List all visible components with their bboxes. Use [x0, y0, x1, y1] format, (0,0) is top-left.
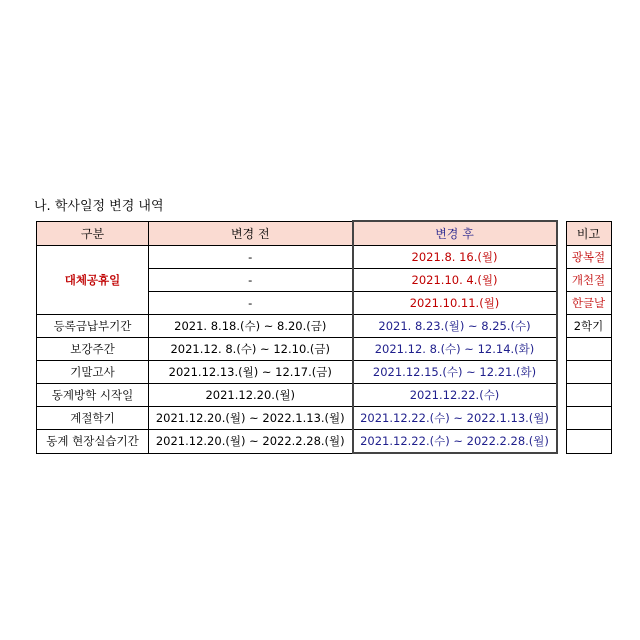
table-row — [37, 246, 612, 269]
cell-note: 개천절 — [566, 269, 611, 292]
table-row — [37, 361, 612, 384]
section-heading: 나. 학사일정 변경 내역 — [34, 199, 164, 214]
cell-after: 2021.8. 16.(월) — [353, 246, 557, 269]
cell-after: 2021.12.22.(수) ~ 2022.2.28.(월) — [353, 430, 557, 454]
category-tuition-payment: 등록금납부기간 — [37, 315, 149, 338]
category-makeup-week: 보강주간 — [37, 338, 149, 361]
category-seasonal-semester: 계절학기 — [37, 407, 149, 430]
cell-after: 2021.12.15.(수) ~ 12.21.(화) — [353, 361, 557, 384]
header-before: 변경 전 — [149, 221, 353, 246]
cell-after: 2021.12.22.(수) — [353, 384, 557, 407]
cell-after: 2021.10. 4.(월) — [353, 269, 557, 292]
header-note: 비고 — [566, 221, 611, 246]
cell-note: 광복절 — [566, 246, 611, 269]
cell-note — [566, 384, 611, 407]
cell-note — [566, 338, 611, 361]
cell-before: 2021. 8.18.(수) ~ 8.20.(금) — [149, 315, 353, 338]
cell-after: 2021.12. 8.(수) ~ 12.14.(화) — [353, 338, 557, 361]
table-row — [37, 338, 612, 361]
header-category: 구분 — [37, 221, 149, 246]
cell-note — [566, 407, 611, 430]
cell-before: 2021.12.20.(월) — [149, 384, 353, 407]
cell-before: 2021.12. 8.(수) ~ 12.10.(금) — [149, 338, 353, 361]
table-header-row — [37, 221, 612, 246]
cell-note — [566, 430, 611, 454]
cell-after: 2021.12.22.(수) ~ 2022.1.13.(월) — [353, 407, 557, 430]
cell-before: 2021.12.20.(월) ~ 2022.2.28.(월) — [149, 430, 353, 454]
category-winter-internship: 동계 현장실습기간 — [37, 430, 149, 454]
cell-before: - — [149, 246, 353, 269]
cell-after: 2021.10.11.(월) — [353, 292, 557, 315]
category-final-exam: 기말고사 — [37, 361, 149, 384]
cell-note: 2학기 — [566, 315, 611, 338]
cell-before: - — [149, 269, 353, 292]
schedule-change-table — [36, 220, 612, 454]
cell-before: 2021.12.13.(월) ~ 12.17.(금) — [149, 361, 353, 384]
cell-note: 한글날 — [566, 292, 611, 315]
cell-after: 2021. 8.23.(월) ~ 8.25.(수) — [353, 315, 557, 338]
category-winter-break-start: 동계방학 시작일 — [37, 384, 149, 407]
table-row — [37, 315, 612, 338]
cell-note — [566, 361, 611, 384]
cell-before: 2021.12.20.(월) ~ 2022.1.13.(월) — [149, 407, 353, 430]
table-row — [37, 430, 612, 454]
table-row — [37, 384, 612, 407]
table-row — [37, 407, 612, 430]
category-substitute-holiday: 대체공휴일 — [37, 246, 149, 315]
cell-before: - — [149, 292, 353, 315]
header-after: 변경 후 — [353, 221, 557, 246]
